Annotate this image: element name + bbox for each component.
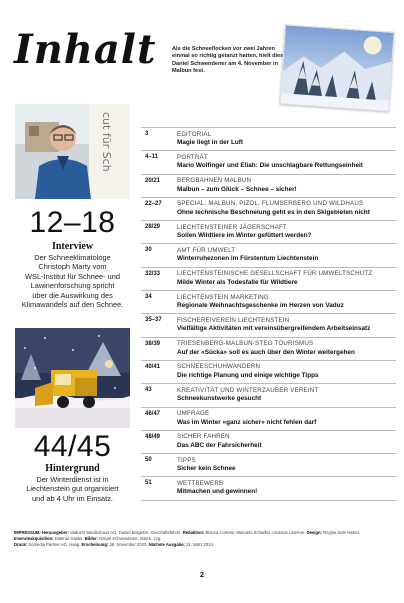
imprint-label: Druck: xyxy=(14,542,28,547)
toc-entry[interactable] xyxy=(141,338,396,361)
toc-page: 30 xyxy=(145,247,152,254)
toc-page: 34 xyxy=(145,294,152,301)
feature1-line: über die Auswirkung des xyxy=(32,290,113,300)
feature2-kicker: Hintergrund xyxy=(45,463,100,474)
toc-page: 46/47 xyxy=(145,410,161,417)
toc-entry[interactable] xyxy=(141,361,396,384)
toc-headline: Magie liegt in der Luft xyxy=(177,139,244,146)
toc-headline: Das ABC der Fahrsicherheit xyxy=(177,441,262,449)
toc-section: FISCHEREIVEREIN LIECHTENSTEIN xyxy=(177,316,290,324)
feature1-kicker: Interview xyxy=(51,241,94,252)
toc-section: SCHNEESCHUHWANDERN xyxy=(177,363,261,371)
feature1-line: Der Schneeklimatologe xyxy=(34,253,111,262)
feature2-line: Der Winterdienst ist in xyxy=(36,475,109,484)
toc-headline: Was im Winter «ganz sicher» nicht fehlen darf xyxy=(177,418,317,426)
table-of-contents xyxy=(141,127,396,501)
toc-section: SICHER FAHREN xyxy=(177,433,230,441)
toc-section: WETTBEWERB xyxy=(177,479,224,487)
feature2-line: Liechtenstein gut organisiert xyxy=(26,484,119,494)
feature1-line: Christoph Marty vom xyxy=(38,262,107,272)
toc-section: LIECHTENSTEINER JÄGERSCHAFT xyxy=(177,223,287,231)
feature1-line: Klimawandels auf den Schnee. xyxy=(21,300,124,310)
toc-entry[interactable] xyxy=(141,244,396,267)
imprint-value: Daniel Schwendener, iStock, zvg. xyxy=(99,536,162,541)
imprint-value: 26. November 2023. xyxy=(109,542,148,547)
toc-section: BERGBAHNEN MALBUN xyxy=(177,177,252,185)
toc-headline: Mitmachen und gewinnen! xyxy=(177,488,258,496)
toc-headline: Malbun – zum Glück – Schnee – sicher! xyxy=(177,185,297,193)
feature1-pages: 12–18 xyxy=(29,206,116,239)
toc-page: 35–37 xyxy=(145,317,162,324)
toc-page: 50 xyxy=(145,457,152,464)
page-number: 2 xyxy=(200,572,204,579)
imprint-label: IMPRESSUM: Herausgeber: xyxy=(14,530,69,535)
toc-entry[interactable] xyxy=(141,477,396,500)
toc-page: 32/33 xyxy=(145,270,161,277)
toc-page: 20/21 xyxy=(145,177,161,184)
toc-headline: Auf der «Sücka» soll es auch über den Winter weitergehen xyxy=(177,348,355,356)
feature2-line: und ab 4 Uhr im Einsatz. xyxy=(32,493,113,503)
imprint-value: Vaduzer Medienhaus AG, Daniel Bargetze, Geschäftsführer. xyxy=(70,530,182,535)
toc-entry[interactable] xyxy=(141,384,396,407)
toc-entry[interactable] xyxy=(141,268,396,291)
toc-entry[interactable] xyxy=(141,291,396,314)
snowy-forest-photo xyxy=(279,24,394,111)
imprint-label: Erscheinung: xyxy=(81,542,109,547)
imprint-value: Regina Sele Hasler. xyxy=(323,530,361,535)
toc-headline: Milde Winter als Todesfalle für Wildtiere xyxy=(177,278,298,286)
imprint-label: Nächste Ausgabe: xyxy=(148,542,185,547)
intro-caption: Als die Schneeflocken vor zwei Jahren einmal so richtig getanzt hatten, hielt dies Daniel Schwendener am 4. November in Malbun fest. xyxy=(172,46,284,74)
toc-section: KREATIVITÄT UND WINTERZAUBER VEREINT xyxy=(177,386,319,394)
imprint-value: Dietmar Hasler. xyxy=(54,536,84,541)
toc-entry[interactable] xyxy=(141,151,396,174)
toc-section: SPECIAL: MALBUN, PIZOL, FLUMSERBERG UND WILDHAUS xyxy=(177,200,364,208)
toc-headline: Sollen Wildtiere im Winter gefüttert werden? xyxy=(177,232,312,240)
toc-entry[interactable] xyxy=(141,198,396,221)
feature2-pages: 44/45 xyxy=(33,430,112,463)
feature1-line: Lawinenforschung spricht xyxy=(30,281,115,291)
toc-section: PORTRÄT xyxy=(177,153,208,161)
imprint xyxy=(14,530,392,548)
toc-page: 3 xyxy=(145,131,149,137)
toc-section: TIPPS xyxy=(177,456,196,464)
toc-section: LIECHTENSTEIN MARKETING xyxy=(177,293,269,301)
sign-text: cut für Sch xyxy=(100,112,113,172)
imprint-label: Design: xyxy=(306,530,322,535)
toc-section: LIECHTENSTEINISCHE GESELLSCHAFT FÜR UMWELTSCHUTZ xyxy=(177,270,373,278)
toc-headline: Die richtige Planung und einige wichtige Tipps xyxy=(177,371,319,379)
imprint-label: Inserateakquisition: xyxy=(14,536,54,541)
toc-section: AMT FÜR UMWELT xyxy=(177,246,236,254)
toc-headline: Ohne technische Beschneiung geht es in den Skigebieten nicht xyxy=(177,208,370,216)
toc-section: TRIESENBERG-MALBUN-STEG TOURISMUS xyxy=(177,340,314,348)
toc-section: UMFRAGE xyxy=(177,410,210,418)
page-title: Inhalt xyxy=(14,26,157,73)
toc-page: 22–27 xyxy=(145,200,162,207)
toc-entry[interactable] xyxy=(141,431,396,454)
toc-headline: Sicher kein Schnee xyxy=(177,465,236,473)
toc-entry[interactable] xyxy=(141,221,396,244)
imprint-label: Bilder: xyxy=(84,536,99,541)
toc-headline: Vielfältige Aktivitäten mit vereinsübergreifendem Arbeitseinsatz xyxy=(177,325,371,333)
toc-headline: Mario Wolfinger und Eliah: Die unschlagbare Rettungseinheit xyxy=(177,162,363,170)
toc-page: 43 xyxy=(145,387,152,394)
feature1-blurb xyxy=(15,253,130,309)
imprint-value: Andreas Laterner. xyxy=(272,530,306,535)
toc-entry[interactable] xyxy=(141,454,396,477)
toc-page: 40/41 xyxy=(145,363,161,370)
imprint-label: Redaktion: xyxy=(182,530,205,535)
toc-entry[interactable] xyxy=(141,408,396,431)
feature2-blurb xyxy=(15,475,130,503)
toc-entry[interactable] xyxy=(141,314,396,337)
toc-entry[interactable] xyxy=(141,175,396,198)
toc-page: 4–11 xyxy=(145,154,159,161)
toc-entry[interactable] xyxy=(141,128,396,151)
toc-headline: Schneekunstwerke gesucht xyxy=(177,395,262,403)
toc-section: EDITORIAL xyxy=(177,130,212,138)
toc-page: 28/29 xyxy=(145,224,161,231)
toc-page: 38/39 xyxy=(145,340,161,347)
toc-headline: Regionale Weihnachtsgeschenke im Herzen von Vaduz xyxy=(177,302,344,310)
toc-headline: Winterruhezonen im Fürstentum Liechtenstein xyxy=(177,255,319,263)
feature1-line: WSL-Institut für Schnee- und xyxy=(25,271,120,281)
imprint-value: Somedia Partner AG, Haag. xyxy=(28,542,81,547)
snow-plow-photo xyxy=(15,328,130,428)
imprint-value: 31. März 2024. xyxy=(186,542,215,547)
toc-page: 48/49 xyxy=(145,433,161,440)
toc-page: 51 xyxy=(145,480,152,487)
christoph-marty-photo xyxy=(15,104,130,199)
imprint-value: Bianca Cortese, Manuela Schädler, xyxy=(205,530,272,535)
